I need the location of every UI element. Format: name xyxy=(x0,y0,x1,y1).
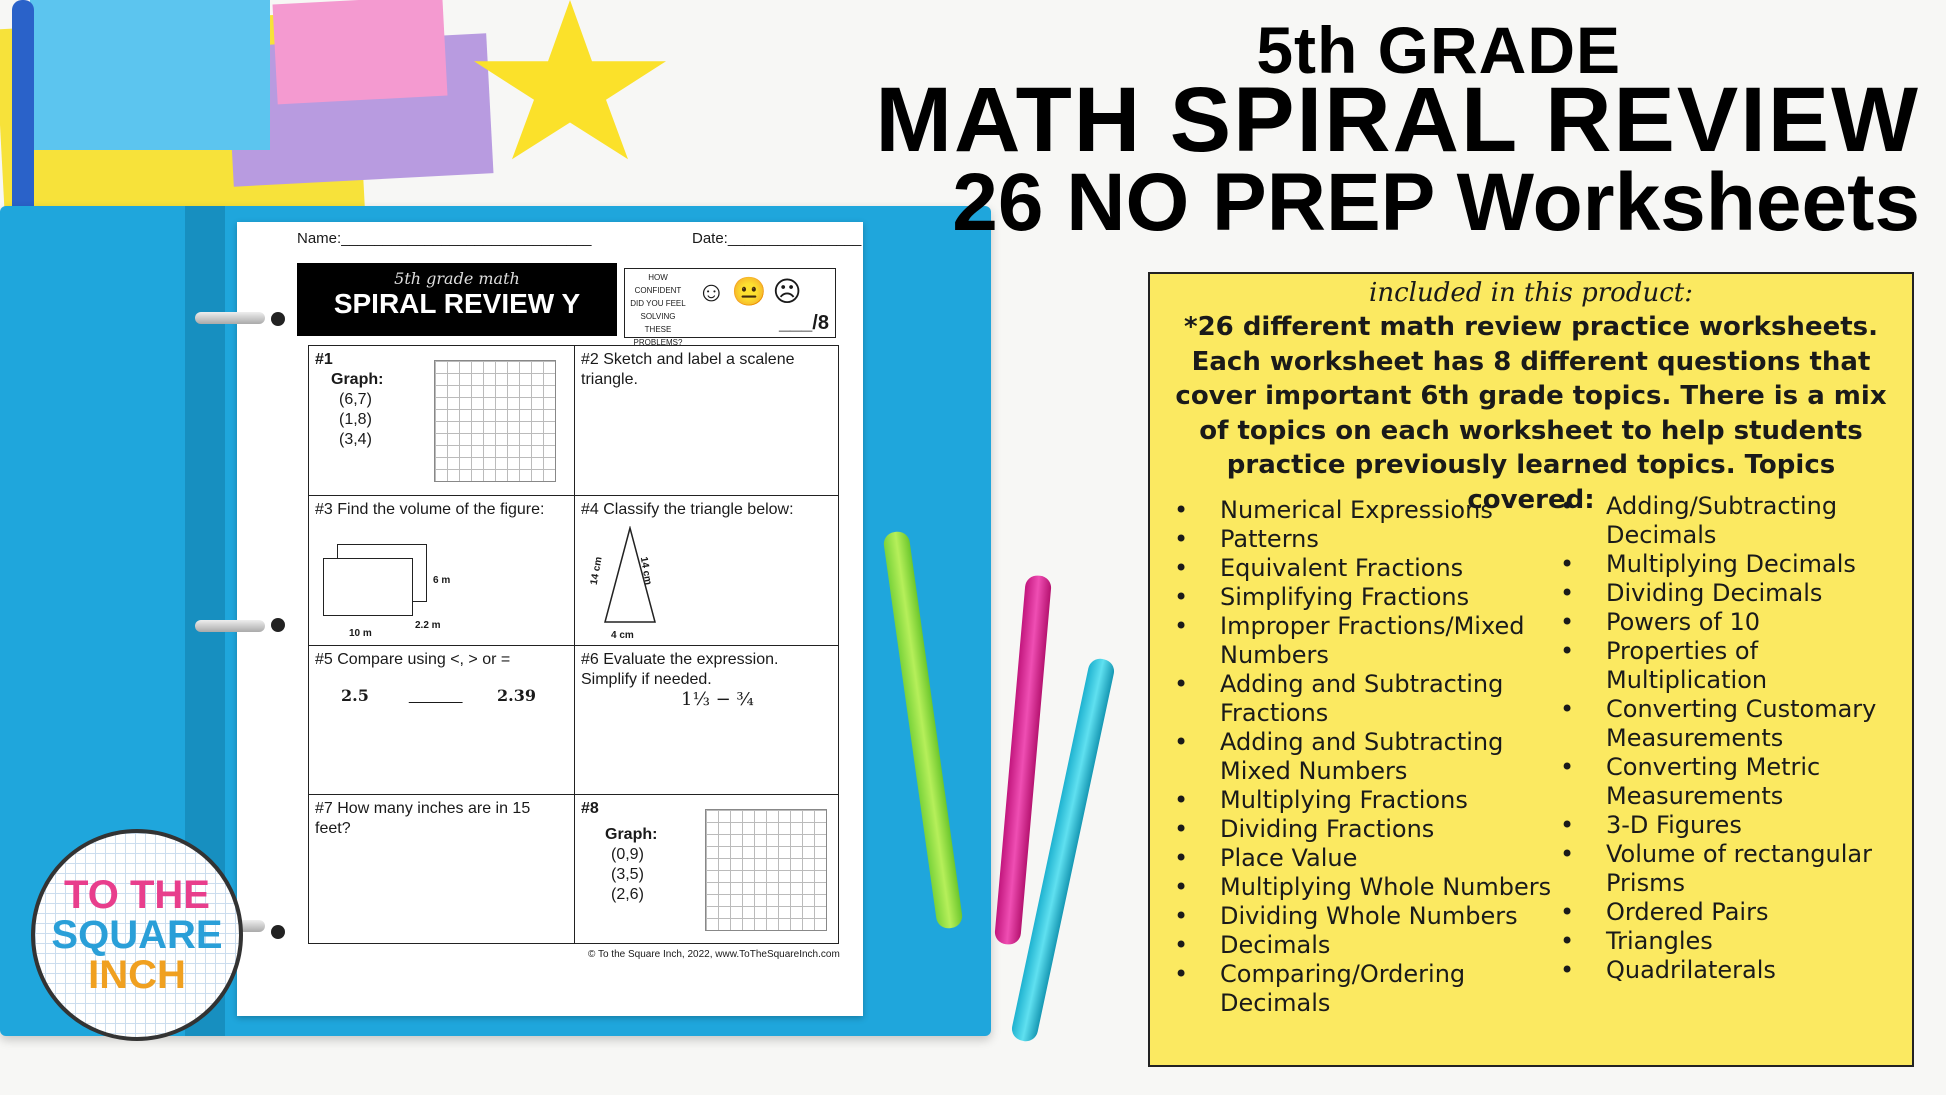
coordinate-grid xyxy=(705,809,827,931)
topic-item: • Adding and Subtracting Fractions xyxy=(1174,670,1554,728)
punch-hole xyxy=(271,925,285,939)
question-6 xyxy=(574,645,839,795)
topic-item: • Powers of 10 xyxy=(1560,608,1900,637)
topic-item: • Place Value xyxy=(1174,844,1554,873)
punch-hole xyxy=(271,312,285,326)
question-7 xyxy=(308,794,575,944)
q6-text: #6 Evaluate the expression. Simplify if needed. xyxy=(581,651,779,688)
prism-depth: 2.2 m xyxy=(415,620,441,631)
q8-number: #8 xyxy=(581,800,599,817)
question-2 xyxy=(574,345,839,496)
triangle-side: 14 cm xyxy=(637,555,654,586)
topic-item: • Decimals xyxy=(1174,931,1554,960)
title-main: MATH SPIRAL REVIEW xyxy=(875,69,1920,171)
q8-point: (3,5) xyxy=(611,866,644,883)
topic-item: • Improper Fractions/Mixed Numbers xyxy=(1174,612,1554,670)
to-the-square-inch-logo xyxy=(31,829,243,1041)
q1-label: Graph: xyxy=(331,371,384,388)
binder-ring xyxy=(195,312,265,324)
header-title: SPIRAL REVIEW Y xyxy=(333,288,581,319)
topic-item: • Adding and Subtracting Mixed Numbers xyxy=(1174,728,1554,786)
prism-figure xyxy=(323,558,413,616)
title-grade: 5th GRADE xyxy=(1256,13,1621,87)
product-info-box xyxy=(1148,272,1914,1067)
prism-length: 10 m xyxy=(349,628,372,639)
topic-item: • Dividing Decimals xyxy=(1560,579,1900,608)
topic-item: • Numerical Expressions xyxy=(1174,496,1554,525)
q5-text: #5 Compare using <, > or = xyxy=(315,651,511,668)
q1-point: (1,8) xyxy=(339,411,372,428)
q5-value-a: 2.5 xyxy=(341,686,369,705)
logo-text: INCH xyxy=(88,953,186,997)
coordinate-grid xyxy=(434,360,556,482)
q5-value-b: 2.39 xyxy=(497,686,536,705)
topic-item: • Multiplying Decimals xyxy=(1560,550,1900,579)
logo-text: TO THE xyxy=(64,873,210,917)
topics-list-left xyxy=(1174,496,1554,1018)
header-script: 5th grade math xyxy=(394,269,520,288)
topic-item: • Adding/Subtracting Decimals xyxy=(1560,492,1900,550)
question-5: #5 Compare using <, > or = 2.5 ______ 2.39 xyxy=(308,645,575,795)
triangle-side: 14 cm xyxy=(588,555,605,586)
date-field: Date:________________ xyxy=(692,230,862,247)
q8-label: Graph: xyxy=(605,826,658,843)
topic-item: • Patterns xyxy=(1174,525,1554,554)
topic-item: • Equivalent Fractions xyxy=(1174,554,1554,583)
question-3 xyxy=(308,495,575,646)
topic-item: • Comparing/Ordering Decimals xyxy=(1174,960,1554,1018)
q1-number: #1 xyxy=(315,351,333,368)
topic-item: • Volume of rectangular Prisms xyxy=(1560,840,1900,898)
topic-item: • Dividing Whole Numbers xyxy=(1174,902,1554,931)
q8-point: (0,9) xyxy=(611,846,644,863)
topic-item: • Properties of Multiplication xyxy=(1560,637,1900,695)
prism-height: 6 m xyxy=(433,575,451,586)
question-8 xyxy=(574,794,839,944)
q1-point: (6,7) xyxy=(339,391,372,408)
q3-text: #3 Find the volume of the figure: xyxy=(315,501,545,518)
worksheet-header xyxy=(297,263,617,336)
product-description: *26 different math review practice worksheets. Each worksheet has 8 different questions that cover important 6th grade topics. There is a mix of topics on each worksheet to help students practice previously learned topics. Topics covered: xyxy=(1175,312,1887,515)
question-1 xyxy=(308,345,575,496)
name-label: Name: xyxy=(297,230,342,247)
q8-point: (2,6) xyxy=(611,886,644,903)
punch-hole xyxy=(271,618,285,632)
binder-ring xyxy=(195,620,265,632)
title-sub: 26 NO PREP Worksheets xyxy=(952,157,1920,248)
confidence-box xyxy=(624,268,836,347)
included-heading: included in this product: xyxy=(1369,278,1693,308)
logo-text: SQUARE xyxy=(51,913,223,957)
q1-point: (3,4) xyxy=(339,431,372,448)
topic-item: • 3-D Figures xyxy=(1560,811,1900,840)
topic-item: • Multiplying Fractions xyxy=(1174,786,1554,815)
topic-item: • Multiplying Whole Numbers xyxy=(1174,873,1554,902)
question-4 xyxy=(574,495,839,646)
topic-item: • Triangles xyxy=(1560,927,1900,956)
topic-item: • Quadrilaterals xyxy=(1560,956,1900,985)
topic-item: • Simplifying Fractions xyxy=(1174,583,1554,612)
q7-text: #7 How many inches are in 15 feet? xyxy=(315,800,531,837)
topic-item: • Converting Customary Measurements xyxy=(1560,695,1900,753)
topic-item: • Converting Metric Measurements xyxy=(1560,753,1900,811)
worksheet-footer: © To the Square Inch, 2022, www.ToTheSquareInch.com xyxy=(588,949,840,960)
triangle-base: 4 cm xyxy=(611,630,634,641)
topic-item: • Dividing Fractions xyxy=(1174,815,1554,844)
topic-item: • Ordered Pairs xyxy=(1560,898,1900,927)
date-label: Date: xyxy=(692,230,728,247)
name-field: Name:______________________________ xyxy=(297,230,592,247)
score: ___/8 xyxy=(778,312,829,334)
topics-list-right xyxy=(1560,492,1900,985)
q6-expression: 1⅓ − ¾ xyxy=(681,689,754,710)
q4-text: #4 Classify the triangle below: xyxy=(581,501,794,518)
confidence-faces-icon: ☺😐☹ xyxy=(697,276,808,307)
q2-text: #2 Sketch and label a scalene triangle. xyxy=(581,351,795,388)
confidence-prompt: HOW CONFIDENT DID YOU FEEL SOLVING THESE PROBLEMS? xyxy=(630,273,686,347)
